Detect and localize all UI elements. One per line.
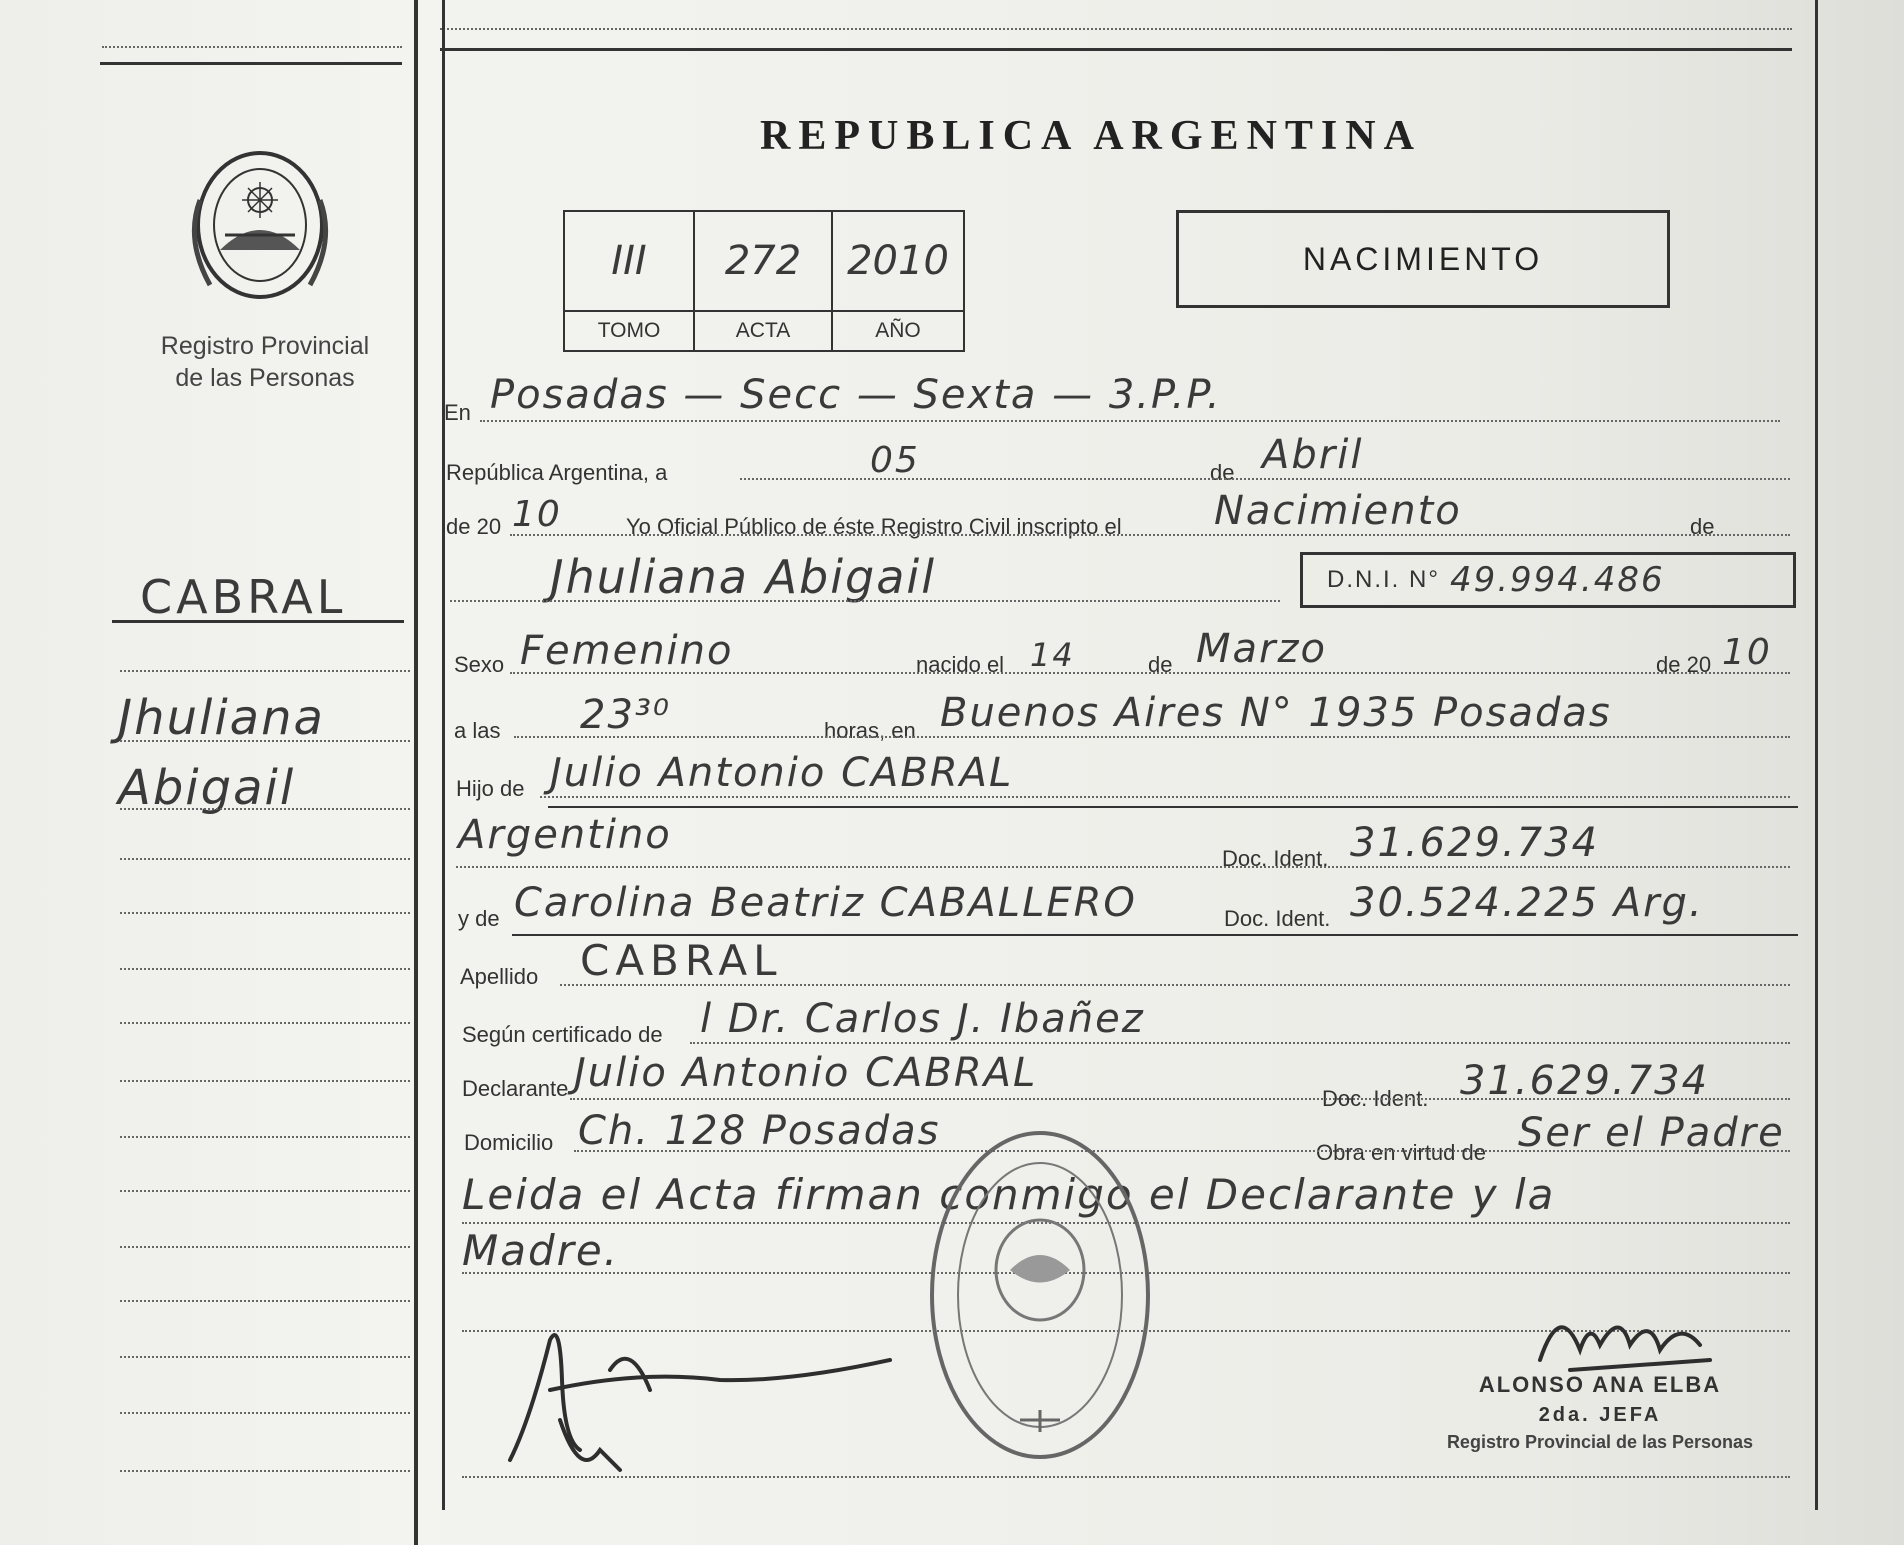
- year-value: 10: [512, 494, 562, 535]
- en-label: En: [444, 400, 471, 425]
- birth-month-value: Marzo: [1196, 626, 1327, 672]
- segun-value: l Dr. Carlos J. Ibañez: [700, 996, 1145, 1042]
- father-doc-line: [456, 866, 1790, 868]
- apellido-value: CABRAL: [580, 936, 783, 985]
- birth-place-value: Buenos Aires N° 1935 Posadas: [940, 690, 1612, 736]
- name-line: [450, 600, 1280, 602]
- official-name: ALONSO ANA ELBA: [1478, 1372, 1722, 1397]
- form-right-border: [1815, 0, 1818, 1510]
- acta-value: 272: [695, 212, 833, 312]
- declarante-doc-value: 31.629.734: [1460, 1058, 1710, 1104]
- margin-line: [120, 1190, 410, 1192]
- apellido-line: [560, 984, 1790, 986]
- obra-label: Obra en virtud de: [1316, 1140, 1486, 1165]
- year-prefix-label: de 20: [446, 514, 502, 539]
- hijo-label: Hijo de: [456, 776, 525, 801]
- form-left-border: [442, 0, 445, 1510]
- margin-line: [120, 808, 410, 810]
- alas-label: a las: [454, 718, 501, 743]
- margin-surname: CABRAL: [140, 570, 347, 624]
- yde-label: y de: [458, 906, 500, 931]
- birth-year-prefix: de 20: [1656, 652, 1712, 677]
- country-title: REPUBLICA ARGENTINA: [760, 113, 1422, 159]
- en-value: Posadas — Secc — Sexta — 3.P.P.: [490, 372, 1222, 418]
- tomo-label: TOMO: [565, 312, 695, 350]
- margin-line: [120, 1246, 410, 1248]
- margin-top-rule: [100, 62, 402, 65]
- margin-line: [120, 1080, 410, 1082]
- official-title: 2da. JEFA: [1538, 1404, 1662, 1426]
- apellido-label: Apellido: [460, 964, 539, 989]
- hijo-underline: [548, 806, 1798, 808]
- registrar-signature: [490, 1300, 910, 1490]
- oficial-label: Yo Oficial Público de éste Registro Civil inscripto el: [626, 514, 1122, 539]
- closing-line-2: Madre.: [462, 1226, 620, 1275]
- domicilio-value: Ch. 128 Posadas: [578, 1108, 941, 1154]
- margin-line: [120, 1300, 410, 1302]
- nacido-label: nacido el: [916, 652, 1005, 677]
- record-table: [563, 210, 965, 352]
- domicilio-line: [574, 1150, 1790, 1152]
- sexo-line: [510, 672, 1790, 674]
- top-rule: [440, 48, 1792, 51]
- hijo-line: [540, 796, 1790, 798]
- margin-given-name-2: Abigail: [118, 760, 296, 816]
- domicilio-label: Domicilio: [464, 1130, 554, 1155]
- day-value: 05: [870, 440, 920, 481]
- obra-value: Ser el Padre: [1518, 1110, 1785, 1156]
- official-office: Registro Provincial de las Personas: [1446, 1432, 1754, 1452]
- tomo-value: III: [565, 212, 695, 312]
- anio-value: 2010: [833, 212, 963, 312]
- mother-name: Carolina Beatriz CABALLERO: [514, 880, 1137, 926]
- father-nationality: Argentino: [458, 812, 672, 858]
- provincial-seal-logo: [180, 140, 340, 310]
- act-type-box: NACIMIENTO: [1176, 210, 1670, 308]
- dni-label: D.N.I. N°: [1327, 566, 1440, 593]
- month-value: Abril: [1262, 432, 1364, 478]
- issuing-office: [140, 330, 390, 394]
- mother-doc-label: Doc. Ident.: [1224, 906, 1331, 931]
- segun-label: Según certificado de: [462, 1022, 663, 1047]
- office-line-2: de las Personas: [175, 364, 355, 392]
- official-signature: [1530, 1290, 1730, 1380]
- republica-label: República Argentina, a: [446, 460, 668, 485]
- declarante-value: Julio Antonio CABRAL: [574, 1050, 1038, 1096]
- birth-day-value: 14: [1030, 636, 1075, 674]
- anio-label: AÑO: [875, 319, 921, 342]
- acta-label: ACTA: [695, 312, 833, 350]
- hour-value: 23³⁰: [580, 692, 671, 738]
- margin-line: [120, 1356, 410, 1358]
- office-line-1: Registro Provincial: [160, 332, 370, 360]
- margin-given-name-1: Jhuliana: [118, 690, 325, 746]
- margin-line: [120, 1470, 410, 1472]
- registered-name: Jhuliana Abigail: [550, 550, 936, 604]
- alas-line: [514, 736, 1790, 738]
- closing-line-1: Leida el Acta firman conmigo el Declarante y la: [462, 1170, 1556, 1219]
- declarante-line: [570, 1098, 1790, 1100]
- declarante-label: Declarante: [462, 1076, 569, 1101]
- margin-line: [120, 670, 410, 672]
- margin-line: [120, 1022, 410, 1024]
- sexo-value: Femenino: [520, 628, 734, 674]
- margin-line: [120, 858, 410, 860]
- margin-line: [120, 912, 410, 914]
- margin-divider-line: [414, 0, 418, 1545]
- declarante-doc-label: Doc. Ident.: [1322, 1086, 1429, 1111]
- father-doc-value: 31.629.734: [1350, 820, 1600, 866]
- inscripto-value: Nacimiento: [1214, 488, 1462, 534]
- margin-line: [120, 740, 410, 742]
- margin-surname-rule: [112, 620, 404, 623]
- father-name: Julio Antonio CABRAL: [550, 750, 1014, 796]
- birth-month-prefix: de: [1148, 652, 1173, 677]
- margin-line: [120, 968, 410, 970]
- margin-line: [120, 1412, 410, 1414]
- birth-year-value: 10: [1722, 632, 1772, 673]
- dni-box: [1300, 552, 1796, 608]
- en-line: [480, 420, 1780, 422]
- sexo-label: Sexo: [454, 652, 505, 677]
- margin-line: [120, 1136, 410, 1138]
- oficial-line: [510, 534, 1790, 536]
- dni-value: 49.994.486: [1449, 560, 1665, 600]
- de-label: de: [1210, 460, 1235, 485]
- official-stamp: [920, 1120, 1160, 1470]
- segun-line: [690, 1042, 1790, 1044]
- margin-top-dotted-line: [102, 46, 402, 48]
- top-dotted-line: [440, 28, 1792, 30]
- de-tail-label: de: [1690, 514, 1715, 539]
- horas-label: horas, en: [824, 718, 916, 743]
- date-line: [740, 478, 1790, 480]
- mother-doc-value: 30.524.225 Arg.: [1350, 880, 1704, 926]
- father-doc-label: Doc. Ident.: [1222, 846, 1329, 871]
